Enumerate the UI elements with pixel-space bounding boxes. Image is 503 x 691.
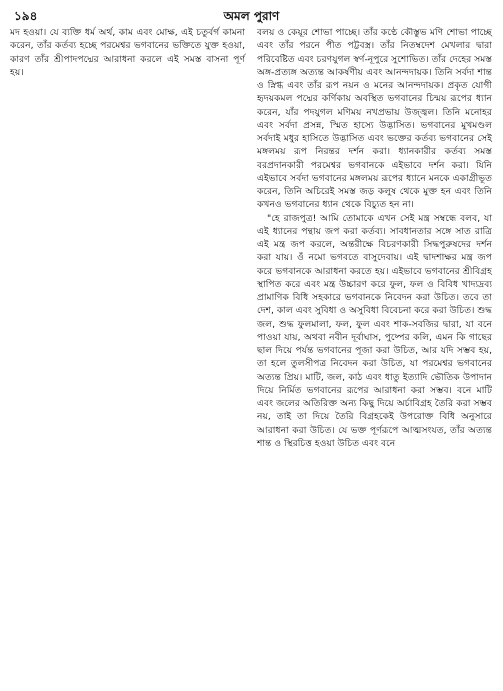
paragraph: বলয় ও কেয়ূর শোভা পাচ্ছে। তাঁর কণ্ঠে কৌস্তুভ মণি শোভা পাচ্ছে এবং তাঁর পরনে পীত পট্টবস্ত্র। তাঁর নিতম্বদেশ মেখলার দ্বারা পরিবেষ্টিত এবং চরণযুগল স্বর্ণ-নূপুরে সুশোভিত। তাঁর দেহের সমস্ত অঙ্গ-প্রত্যঙ্গ অত্যন্ত আকর্ষণীয় এবং আনন্দদায়ক। তিনি সর্বদা শান্ত ও স্নিগ্ধ এবং তাঁর রূপ নয়ন ও মনের আনন্দদায়ক। প্রকৃত যোগী হৃদয়কমল পদ্মের কর্ণিকায় অবস্থিত ভগবানের চিন্ময় রূপের ধ্যান করেন, যাঁর পদযুগল মণিময় নখপ্রভায় উজ্জ্বল। তিনি মনোহর এবং সর্বদা প্রসন্ন, স্মিত হাস্যে উদ্ভাসিত। ভগবানের মুখমণ্ডল সর্বদাই মধুর হাসিতে উদ্ভাসিত এবং ভক্তের কর্তব্য ভগবানের সেই মঙ্গলময় রূপ নিরন্তর দর্শন করা। ধ্যানকারীর কর্তব্য সমস্ত বরপ্রদানকারী পরমেশ্বর ভগবানকে এইভাবে দর্শন করা। যিনি এইভাবে সর্বদা ভগবানের মঙ্গলময় রূপের ধ্যানে মনকে একাগ্রীভূত করেন, তিনি অচিরেই সমস্ত জড় কলুষ থেকে মুক্ত হন এবং তিনি কখনও ভগবানের ধ্যান থেকে বিচ্যুত হন না।	[257, 27, 492, 211]
left-column	[10, 26, 245, 450]
text-columns	[10, 26, 493, 450]
right-column	[257, 26, 492, 450]
running-title: অমল পুরাণ	[223, 9, 280, 23]
paragraph: মদ হওয়া। যে ব্যক্তি ধর্ম অর্থ, কাম এবং মোক্ষ, এই চতুর্বর্গ কামনা করেন, তাঁর কর্তব্য হচ্ছে পরমেশ্বর ভগবানের ভক্তিতে যুক্ত হওয়া, কারণ তাঁর শ্রীপাদপদ্মের আরাধনা করলে এই সমস্ত বাসনা পূর্ণ হয়।	[10, 27, 245, 78]
page-header	[10, 6, 493, 26]
page-number: ১৯৪	[14, 9, 38, 23]
paragraph: "হে রাজপুত্র! আমি তোমাকে এখন সেই মন্ত্র সম্বন্ধে বলব, যা এই ধ্যানের পন্থায় জপ করা কর্তব্য। সাবধানতার সঙ্গে সাত রাত্রি এই মন্ত্র জপ করলে, অন্তরীক্ষে বিচরণকারী সিদ্ধপুরুষদের দর্শন করা যায়। ওঁ নমো ভগবতে বাসুদেবায়। এই দ্বাদশাক্ষর মন্ত্র জপ করে ভগবানকে আরাধনা করতে হয়। এইভাবে ভগবানের শ্রীবিগ্রহ স্থাপিত করে এবং মন্ত্র উচ্চারণ করে ফুল, ফল ও বিবিধ খাদ্যদ্রব্য প্রামাণিক বিধি সহকারে ভগবানকে নিবেদন করা উচিত। তবে তা দেশ, কাল এবং সুবিধা ও অসুবিধা বিবেচনা করে করা উচিত। শুদ্ধ জল, শুদ্ধ ফুলমালা, ফল, ফুল এবং শাক-সবজির দ্বারা, যা বনে পাওয়া যায়, অথবা নবীন দূর্বাঘাস, পুষ্পের কলি, এমন কি গাছের ছাল দিয়ে পর্যন্ত ভগবানের পূজা করা উচিত, আর যদি সম্ভব হয়, তা হলে তুলসীপত্র নিবেদন করা উচিত, যা পরমেশ্বর ভগবানের অত্যন্ত প্রিয়। মাটি, জল, কাঠ এবং ধাতু ইত্যাদি ভৌতিক উপাদান দিয়ে নির্মিত ভগবানের রূপের আরাধনা করা সম্ভব। বনে মাটি এবং জলের অতিরিক্ত অন্য কিছু দিয়ে অর্চাবিগ্রহ তৈরি করা সম্ভব নয়, তাই তা দিয়ে তৈরি বিগ্রহকেই উপরোক্ত বিধি অনুসারে আরাধনা করা উচিত। যে ভক্ত পূর্ণরূপে আত্মসংযত, তাঁর অত্যন্ত শান্ত ও স্থিরচিত্ত হওয়া উচিত এবং বনে	[257, 212, 492, 449]
